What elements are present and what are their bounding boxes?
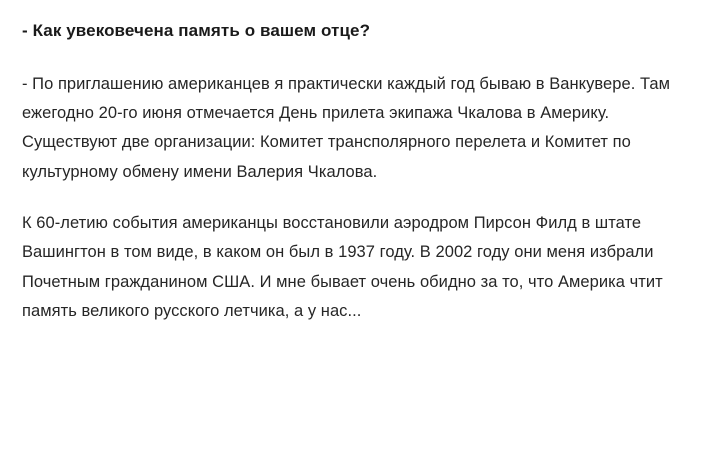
interview-question: - Как увековечена память о вашем отце? <box>22 21 371 40</box>
article-paragraph: - По приглашению американцев я практически каждый год бываю в Ванкувере. Там ежегодно 20-го июня отмечается День прилета экипажа Чкалова в Америку. Существуют две организации: Комитет трансполярного перелета и Комитет по культурному обмену имени Валерия Чкалова. <box>22 74 670 181</box>
article-paragraph: К 60-летию события американцы восстановили аэродром Пирсон Филд в штате Вашингтон в том виде, в каком он был в 1937 году. В 2002 году они меня избрали Почетным гражданином США. И мне бывает очень обидно за то, что Америка чтит память великого русского летчика, а у нас... <box>22 213 663 321</box>
